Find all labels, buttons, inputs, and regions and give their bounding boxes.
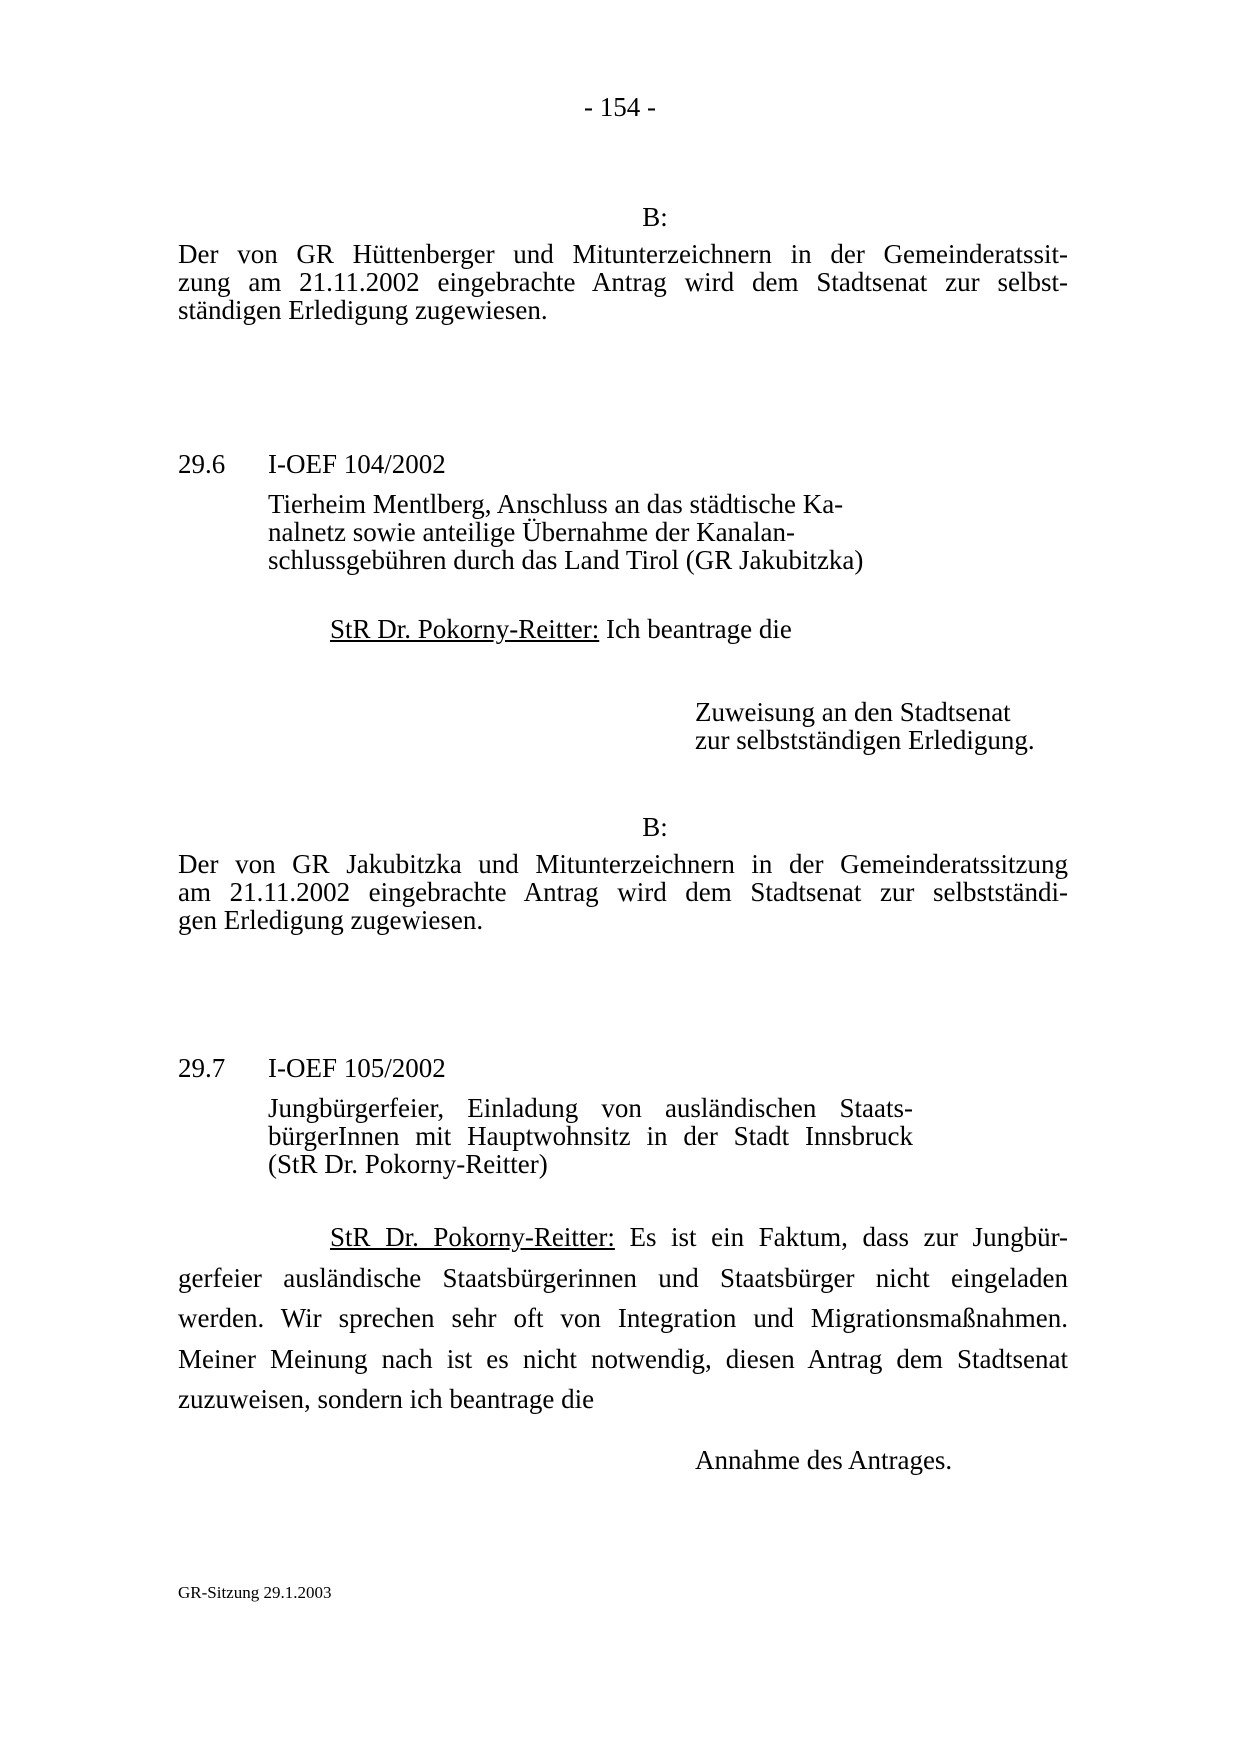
speech-29-7 [178,1217,1068,1420]
text-line: schlussgebühren durch das Land Tirol (GR Jakubitzka) [268,545,864,575]
text-line: zuzuweisen, sondern ich beantrage die [178,1384,595,1414]
decision-paragraph-1 [178,240,1068,324]
speaker-name: StR Dr. Pokorny-Reitter: [330,1222,615,1252]
item-number-29-6: 29.6 [178,449,226,479]
b-marker: B: [642,202,668,232]
text-line: am 21.11.2002 eingebrachte Antrag wird dem Stadtsenat zur selbstständi- [178,877,1068,907]
text-line: zung am 21.11.2002 eingebrachte Antrag wird dem Stadtsenat zur selbst- [178,267,1068,297]
speaker-name: StR Dr. Pokorny-Reitter: [330,614,600,644]
text-line: Zuweisung an den Stadtsenat [695,697,1011,727]
speech-text: Es ist ein Faktum, dass zur Jungbür- [614,1222,1069,1252]
text-line: werden. Wir sprechen sehr oft von Integration und Migrationsmaßnahmen. [178,1303,1068,1333]
page-number: - 154 - [584,92,656,122]
text-line: zur selbstständigen Erledigung. [695,725,1035,755]
text-line [178,1217,1068,1258]
item-title-29-6 [268,490,898,574]
motion-29-7: Annahme des Antrages. [695,1445,953,1475]
text-line: gen Erledigung zugewiesen. [178,905,484,935]
text-line: bürgerInnen mit Hauptwohnsitz in der Stadt Innsbruck [268,1121,913,1151]
speech-29-6 [330,614,792,645]
text-line: Der von GR Hüttenberger und Mitunterzeichnern in der Gemeinderatssit- [178,239,1068,269]
decision-paragraph-2 [178,850,1068,934]
item-title-29-7 [268,1094,913,1178]
speech-text: Ich beantrage die [599,614,792,644]
item-code-29-6: I-OEF 104/2002 [268,449,446,479]
text-line: (StR Dr. Pokorny-Reitter) [268,1149,548,1179]
text-line: ständigen Erledigung zugewiesen. [178,295,548,325]
b-marker: B: [642,812,668,842]
item-code-29-7: I-OEF 105/2002 [268,1053,446,1083]
motion-29-6 [695,698,1035,754]
text-line: Der von GR Jakubitzka und Mitunterzeichnern in der Gemeinderatssitzung [178,849,1068,879]
text-line: Meiner Meinung nach ist es nicht notwendig, diesen Antrag dem Stadtsenat [178,1343,1068,1374]
text-line: gerfeier ausländische Staatsbürgerinnen und Staatsbürger nicht eingeladen [178,1262,1068,1293]
text-line: Tierheim Mentlberg, Anschluss an das städtische Ka- [268,489,844,519]
text-line: nalnetz sowie anteilige Übernahme der Kanalan- [268,517,796,547]
footer: GR-Sitzung 29.1.2003 [178,1583,332,1602]
item-number-29-7: 29.7 [178,1053,226,1083]
text-line: Jungbürgerfeier, Einladung von ausländischen Staats- [268,1093,913,1123]
